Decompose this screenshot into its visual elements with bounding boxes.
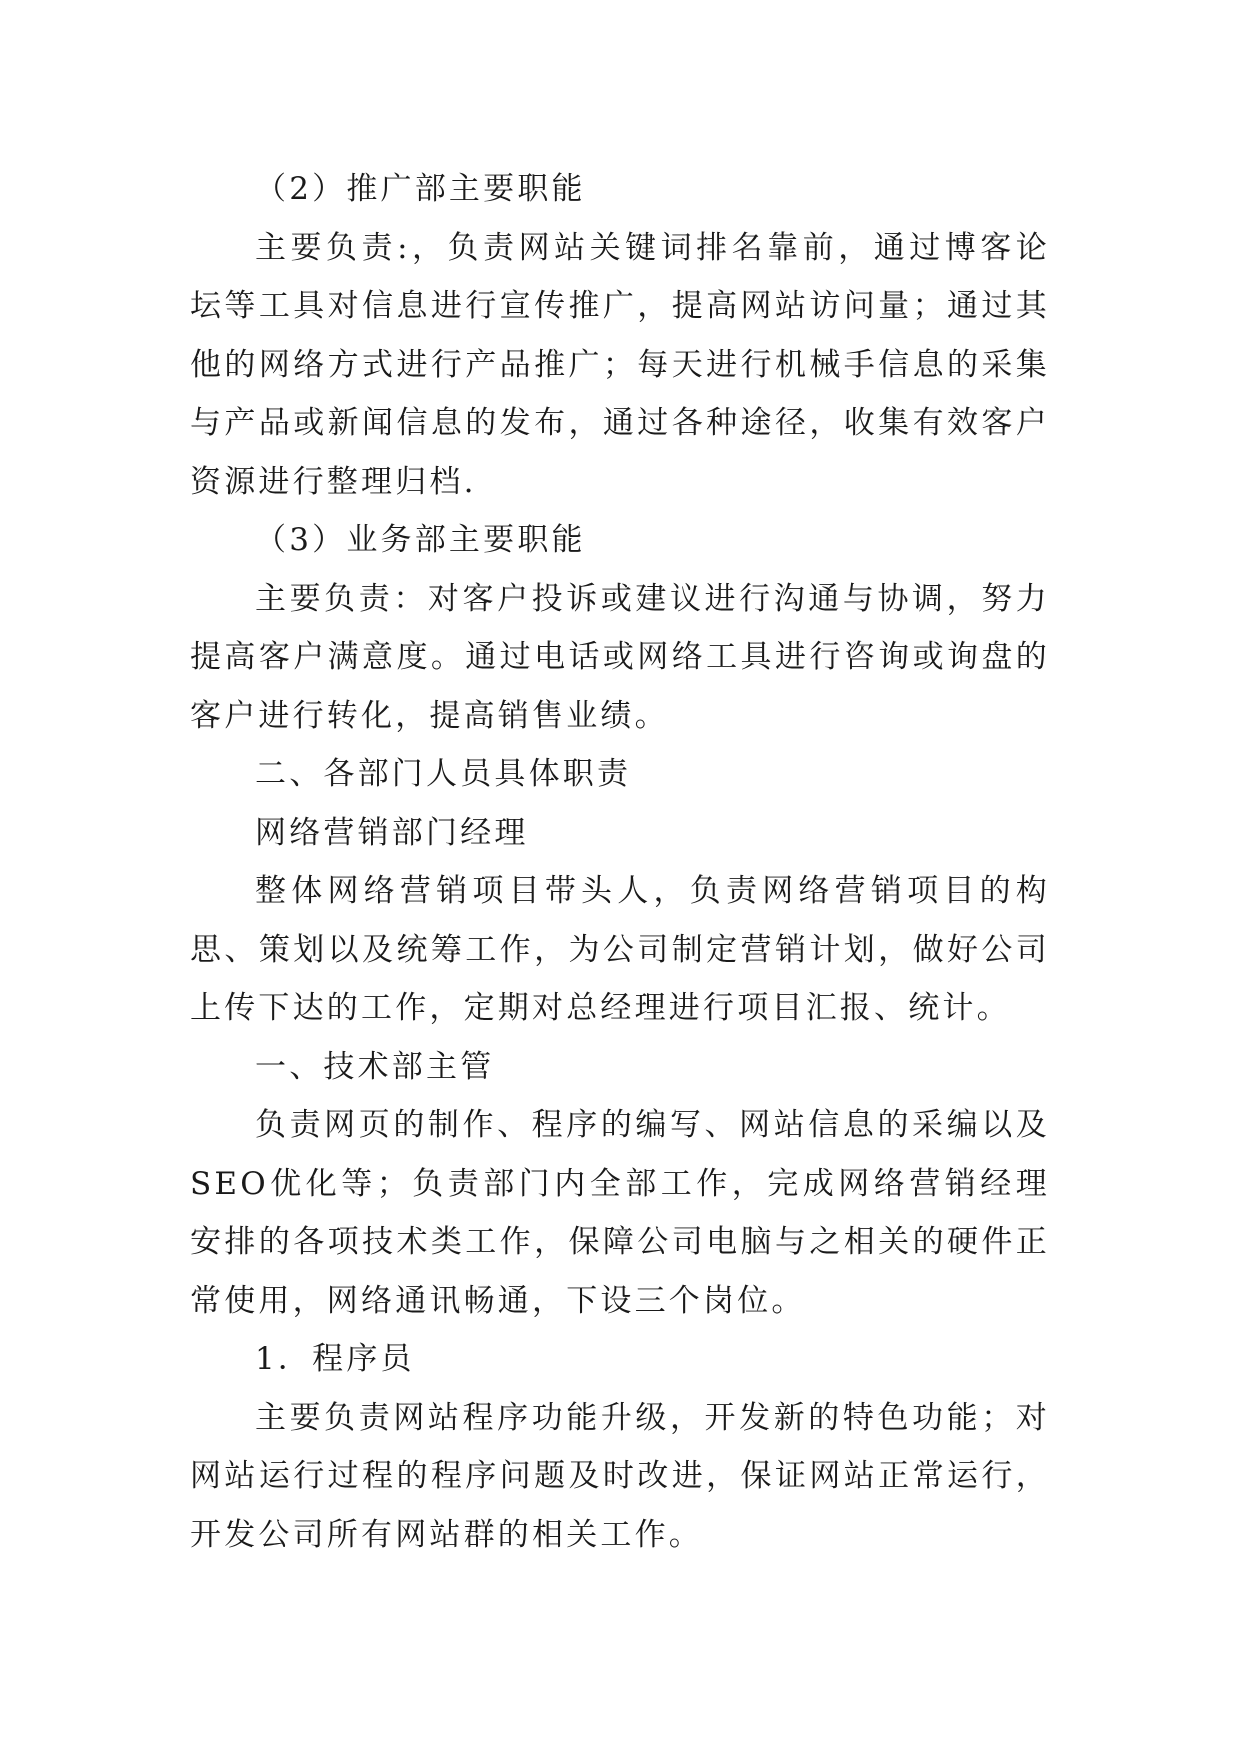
paragraph-tech-supervisor-duties: 负责网页的制作、程序的编写、网站信息的采编以及SEO优化等；负责部门内全部工作，完成网络营销经理安排的各项技术类工作，保障公司电脑与之相关的硬件正常使用，网络通讯畅通，下设三个岗位。 xyxy=(190,1107,1050,1319)
paragraph-promotion-duties: 主要负责:，负责网站关键词排名靠前，通过博客论坛等工具对信息进行宣传推广，提高网站访问量；通过其他的网络方式进行产品推广；每天进行机械手信息的采集与产品或新闻信息的发布，通过各种途径，收集有效客户资源进行整理归档. xyxy=(190,229,1050,500)
section-heading-marketing-manager: 网络营销部门经理 xyxy=(255,814,529,851)
section-heading-staff-duties: 二、各部门人员具体职责 xyxy=(255,756,632,792)
paragraph-marketing-manager-duties: 整体网络营销项目带头人，负责网络营销项目的构思、策划以及统筹工作，为公司制定营销计划，做好公司上传下达的工作，定期对总经理进行项目汇报、统计。 xyxy=(190,873,1050,1026)
section-heading-programmer: 1．程序员 xyxy=(255,1341,415,1377)
paragraph-business-duties: 主要负责：对客户投诉或建议进行沟通与协调，努力提高客户满意度。通过电话或网络工具进行咨询或询盘的客户进行转化，提高销售业绩。 xyxy=(190,580,1050,734)
section-heading-promotion: （2）推广部主要职能 xyxy=(255,171,586,207)
paragraph-programmer-duties: 主要负责网站程序功能升级，开发新的特色功能；对网站运行过程的程序问题及时改进，保证网站正常运行，开发公司所有网站群的相关工作。 xyxy=(190,1399,1050,1553)
section-heading-business: （3）业务部主要职能 xyxy=(255,522,586,558)
document-body xyxy=(190,160,1050,1564)
section-heading-tech-supervisor: 一、技术部主管 xyxy=(255,1048,495,1085)
